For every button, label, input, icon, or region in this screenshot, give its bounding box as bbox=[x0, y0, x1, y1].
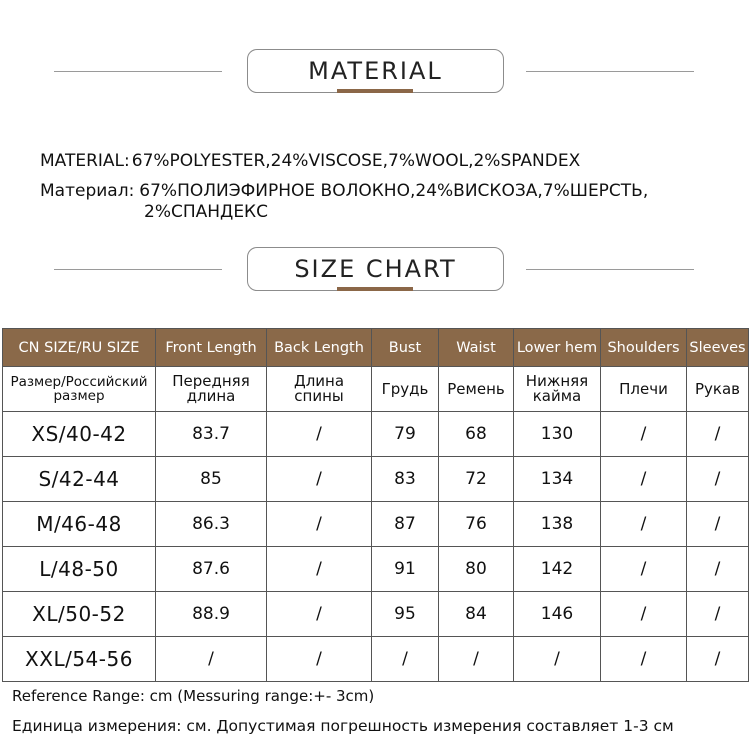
header-row-en bbox=[3, 329, 749, 367]
measure-cell: 95 bbox=[372, 592, 439, 637]
measure-cell: 86.3 bbox=[156, 502, 267, 547]
header-ru-3 bbox=[372, 367, 439, 412]
ru-unit-note: Единица измерения: см. Допустимая погрешность измерения составляет 1-3 см bbox=[12, 717, 674, 735]
header-en-7: Sleeves bbox=[687, 329, 749, 367]
measure-cell: / bbox=[514, 637, 601, 682]
size-chart-heading bbox=[0, 247, 750, 293]
material-title: MATERIAL bbox=[247, 49, 504, 93]
header-en-2: Back Length bbox=[267, 329, 372, 367]
header-ru-line: Длина bbox=[293, 372, 345, 390]
measure-cell: / bbox=[687, 637, 749, 682]
measure-cell: / bbox=[267, 457, 372, 502]
measure-cell: / bbox=[267, 592, 372, 637]
measure-cell: / bbox=[687, 592, 749, 637]
measure-cell: 91 bbox=[372, 547, 439, 592]
reference-range-note: Reference Range: cm (Messuring range:+- 3cm) bbox=[12, 687, 375, 705]
measure-cell: 83 bbox=[372, 457, 439, 502]
header-ru-1 bbox=[156, 367, 267, 412]
measure-cell: 87 bbox=[372, 502, 439, 547]
header-ru-6 bbox=[601, 367, 687, 412]
divider-right bbox=[526, 71, 694, 72]
header-ru-line: кайма bbox=[532, 387, 582, 405]
header-en-6: Shoulders bbox=[601, 329, 687, 367]
measure-cell: 80 bbox=[439, 547, 514, 592]
size-cell: XS/40-42 bbox=[3, 412, 156, 457]
size-cell: XXL/54-56 bbox=[3, 637, 156, 682]
header-en-0: CN SIZE/RU SIZE bbox=[3, 329, 156, 367]
measure-cell: / bbox=[267, 637, 372, 682]
title-underline bbox=[337, 89, 413, 93]
measure-cell: / bbox=[267, 412, 372, 457]
header-ru-line: Размер/Российский bbox=[10, 374, 148, 390]
size-chart-title: SIZE CHART bbox=[247, 247, 504, 291]
header-ru-5 bbox=[514, 367, 601, 412]
table-row bbox=[3, 547, 749, 592]
measure-cell: 138 bbox=[514, 502, 601, 547]
size-cell: XL/50-52 bbox=[3, 592, 156, 637]
header-ru-2 bbox=[267, 367, 372, 412]
title-underline bbox=[337, 287, 413, 291]
measure-cell: 76 bbox=[439, 502, 514, 547]
measure-cell: 130 bbox=[514, 412, 601, 457]
measure-cell: / bbox=[601, 637, 687, 682]
measure-cell: 146 bbox=[514, 592, 601, 637]
material-ru-label: Материал: bbox=[40, 181, 135, 201]
header-ru-7 bbox=[687, 367, 749, 412]
material-en-value: 67%POLYESTER,24%VISCOSE,7%WOOL,2%SPANDEX bbox=[131, 151, 581, 171]
header-ru-0 bbox=[3, 367, 156, 412]
material-heading bbox=[0, 49, 750, 95]
measure-cell: / bbox=[687, 457, 749, 502]
divider-right bbox=[526, 269, 694, 270]
material-ru-cont: 2%СПАНДЕКС bbox=[144, 202, 268, 222]
measure-cell: 79 bbox=[372, 412, 439, 457]
header-ru-line: Рукав bbox=[694, 379, 740, 398]
measure-cell: / bbox=[601, 457, 687, 502]
table-row bbox=[3, 592, 749, 637]
measure-cell: / bbox=[601, 412, 687, 457]
table-row bbox=[3, 412, 749, 457]
divider-left bbox=[54, 71, 222, 72]
table-row bbox=[3, 637, 749, 682]
header-en-4: Waist bbox=[439, 329, 514, 367]
measure-cell: 84 bbox=[439, 592, 514, 637]
header-row-ru bbox=[3, 367, 749, 412]
material-ru-value: 67%ПОЛИЭФИРНОЕ ВОЛОКНО,24%ВИСКОЗА,7%ШЕРСТЬ, bbox=[139, 181, 649, 201]
measure-cell: / bbox=[687, 547, 749, 592]
measure-cell: 85 bbox=[156, 457, 267, 502]
measure-cell: / bbox=[687, 502, 749, 547]
header-ru-line: длина bbox=[186, 387, 236, 405]
size-cell: L/48-50 bbox=[3, 547, 156, 592]
header-ru-line: Плечи bbox=[619, 379, 668, 398]
material-en-label: MATERIAL: bbox=[40, 151, 130, 171]
header-en-3: Bust bbox=[372, 329, 439, 367]
header-en-1: Front Length bbox=[156, 329, 267, 367]
header-ru-line: Грудь bbox=[381, 379, 429, 398]
size-rows bbox=[3, 412, 749, 682]
measure-cell: / bbox=[156, 637, 267, 682]
header-en-5: Lower hem bbox=[514, 329, 601, 367]
measure-cell: / bbox=[601, 592, 687, 637]
header-ru-line: размер bbox=[53, 388, 105, 404]
measure-cell: 142 bbox=[514, 547, 601, 592]
measure-cell: / bbox=[601, 547, 687, 592]
measure-cell: 134 bbox=[514, 457, 601, 502]
measure-cell: / bbox=[601, 502, 687, 547]
divider-left bbox=[54, 269, 222, 270]
measure-cell: 87.6 bbox=[156, 547, 267, 592]
measure-cell: 88.9 bbox=[156, 592, 267, 637]
measure-cell: / bbox=[372, 637, 439, 682]
measure-cell: / bbox=[267, 502, 372, 547]
measure-cell: 68 bbox=[439, 412, 514, 457]
header-ru-4 bbox=[439, 367, 514, 412]
measure-cell: 83.7 bbox=[156, 412, 267, 457]
header-ru-line: Передняя bbox=[172, 372, 250, 390]
measure-cell: / bbox=[439, 637, 514, 682]
measure-cell: / bbox=[267, 547, 372, 592]
material-ru bbox=[40, 181, 648, 201]
measure-cell: / bbox=[687, 412, 749, 457]
table-row bbox=[3, 502, 749, 547]
header-ru-line: Ремень bbox=[447, 379, 505, 398]
header-ru-line: спины bbox=[294, 387, 344, 405]
table-row bbox=[3, 457, 749, 502]
size-cell: M/46-48 bbox=[3, 502, 156, 547]
header-ru-line: Нижняя bbox=[525, 372, 589, 390]
size-cell: S/42-44 bbox=[3, 457, 156, 502]
material-en bbox=[40, 151, 580, 171]
measure-cell: 72 bbox=[439, 457, 514, 502]
size-chart-table bbox=[2, 328, 749, 682]
